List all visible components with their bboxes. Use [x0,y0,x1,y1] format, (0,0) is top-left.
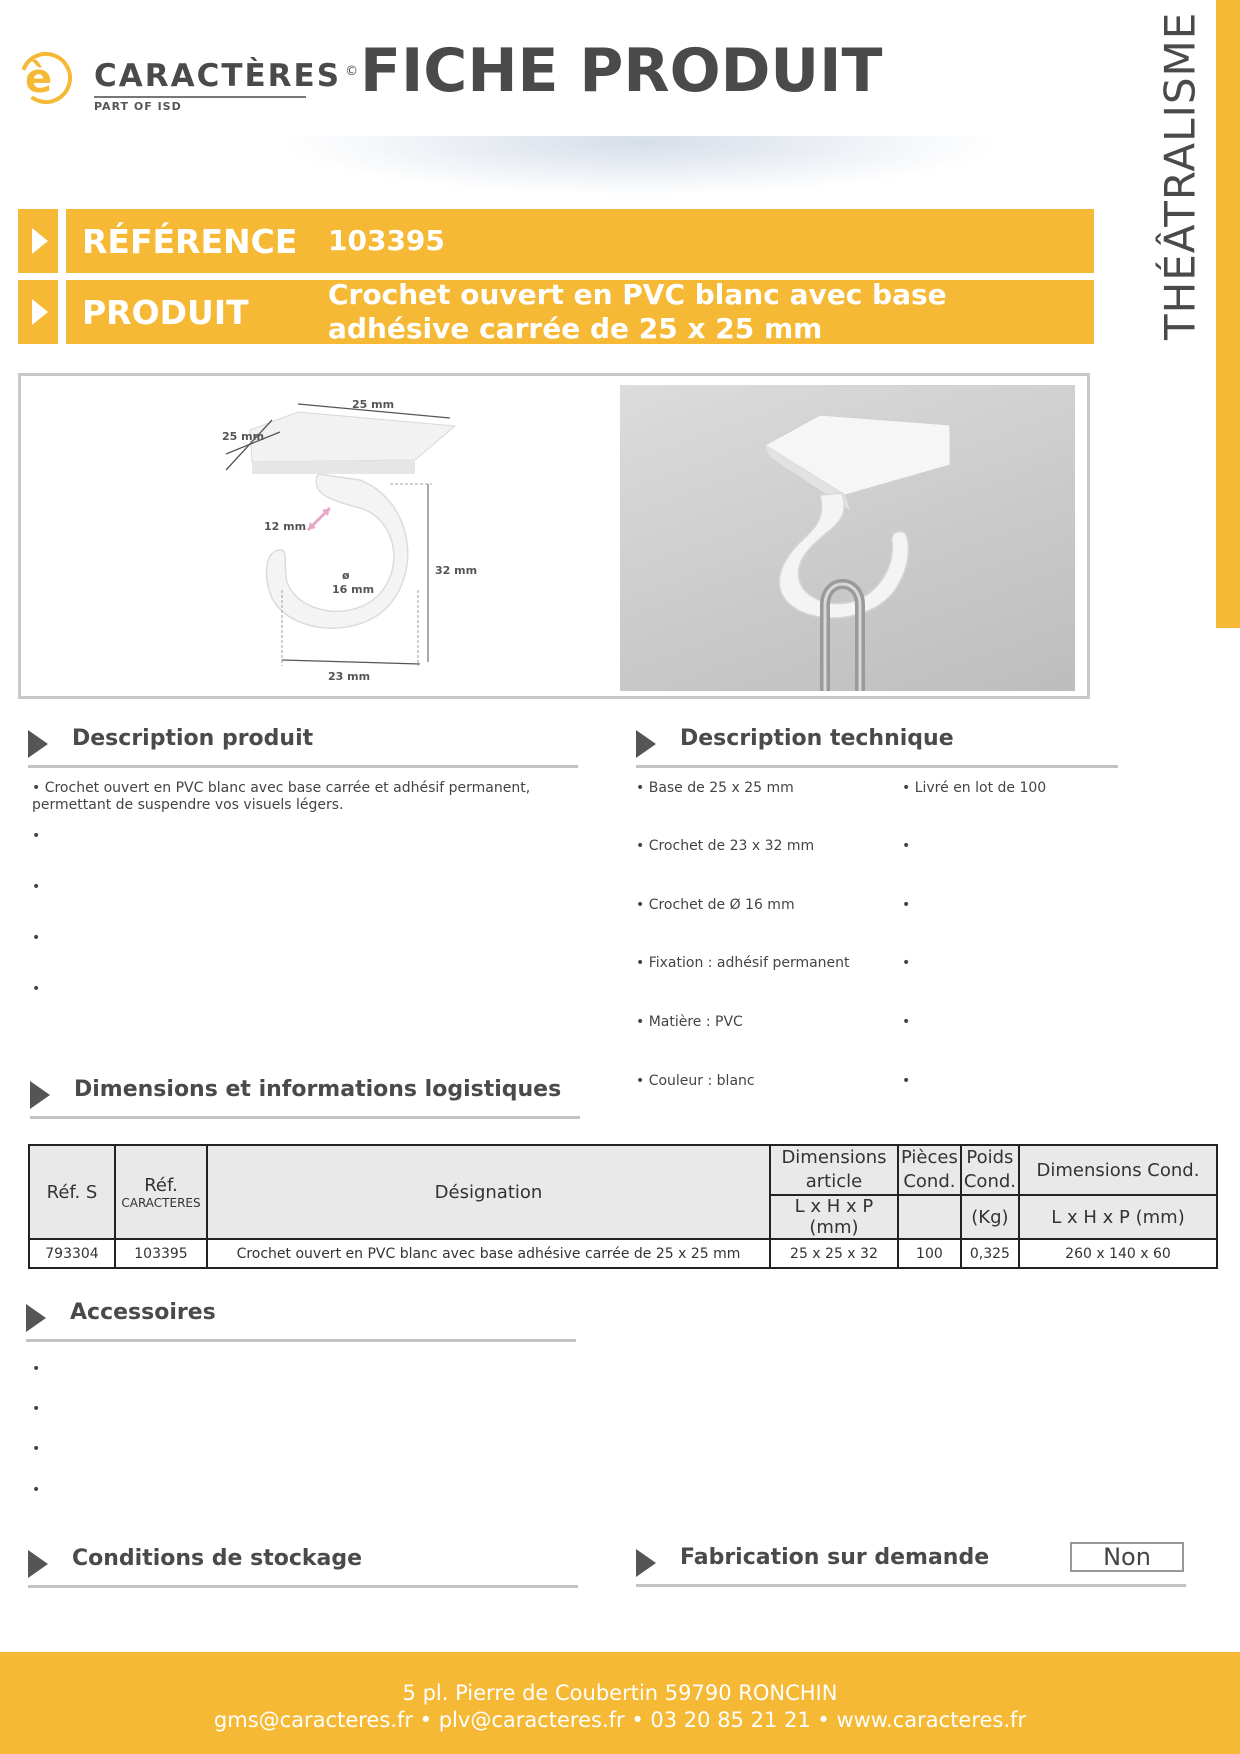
brand-name: CARACTÈRES © [94,58,361,94]
category-bar [1216,0,1240,628]
fabrication-value: Non [1070,1542,1184,1572]
technique-item: • Base de 25 x 25 mm [636,780,794,796]
header-glow [280,136,1000,196]
product-arrow-icon [18,280,58,344]
header-poids-unit: (Kg) [961,1195,1019,1239]
accessoire-item: • [32,1482,41,1498]
technique-item: • [902,1073,911,1089]
dim-diameter-symbol: ø [342,569,350,582]
description-produit-item: • [32,930,41,946]
footer [0,1652,1240,1754]
cell-ref: 103395 [115,1239,207,1268]
section-description-technique [626,722,1118,768]
section-title: Description produit [72,726,314,751]
section-arrow-icon [28,730,48,758]
section-arrow-icon [28,1550,48,1578]
section-title: Fabrication sur demande [680,1545,990,1570]
header-designation: Désignation [207,1145,770,1239]
product-row [18,280,1094,344]
copyright-mark: © [345,63,361,79]
accessoire-item: • [32,1401,41,1417]
reference-label: RÉFÉRENCE [82,221,298,261]
dim-diameter-label: 16 mm [332,583,375,596]
technique-item: • Crochet de 23 x 32 mm [636,838,815,854]
page-title: FICHE PRODUIT [360,36,883,106]
technique-item: • [902,838,911,854]
section-title: Accessoires [70,1300,216,1325]
header-dim-article: Dimensions article [770,1145,898,1195]
brand-logo-letter: è [25,56,53,102]
dim-height-label: 32 mm [435,564,478,577]
table-header-row [29,1145,1217,1195]
technique-item: • [902,955,911,971]
technique-item: • Livré en lot de 100 [902,780,1047,796]
accessoire-item: • [32,1361,41,1377]
header-ref-s: Réf. S [29,1145,115,1239]
section-arrow-icon [636,1549,656,1577]
product-value: Crochet ouvert en PVC blanc avec base adhésive carrée de 25 x 25 mm [328,278,947,345]
section-title: Dimensions et informations logistiques [74,1077,562,1102]
section-title: Conditions de stockage [72,1546,363,1571]
logistics-table [28,1144,1218,1269]
header-ref: Réf. CARACTERES [115,1145,207,1239]
footer-contact: gms@caracteres.fr • plv@caracteres.fr • 03 20 85 21 21 • www.caracteres.fr [213,1708,1027,1732]
description-produit-item: • Crochet ouvert en PVC blanc avec base carrée et adhésif permanent, permettant de suspendre vos visuels légers. [32,780,531,813]
accessoire-item: • [32,1441,41,1457]
brand-divider [94,96,306,98]
header-poids: Poids Cond. [961,1145,1019,1195]
cell-pieces: 100 [898,1239,961,1268]
dim-width-label: 25 mm [352,398,395,411]
dim-thickness-label: 12 mm [264,520,307,533]
cell-designation: Crochet ouvert en PVC blanc avec base adhésive carrée de 25 x 25 mm [207,1239,770,1268]
dim-depth-label: 25 mm [222,430,265,443]
header-dim-article-unit: L x H x P (mm) [770,1195,898,1239]
section-description-produit [18,722,578,768]
table-row [29,1239,1217,1268]
description-produit-item: • [32,981,41,997]
header-dim-cond: Dimensions Cond. [1019,1145,1217,1195]
product-label: PRODUIT [82,292,249,332]
technique-item: • Couleur : blanc [636,1073,755,1089]
section-stockage [18,1542,578,1588]
section-dimensions [20,1073,580,1119]
dim-bottom-label: 23 mm [328,670,371,683]
header-pieces: Pièces Cond. [898,1145,961,1195]
description-produit-item: • [32,828,41,844]
description-produit-item: • [32,879,41,895]
section-arrow-icon [636,730,656,758]
reference-value: 103395 [328,224,445,257]
hook-dimension-diagram [210,390,510,690]
product-photo [620,385,1075,691]
footer-address: 5 pl. Pierre de Coubertin 59790 RONCHIN [402,1681,838,1705]
section-accessoires [16,1296,576,1342]
technique-item: • [902,897,911,913]
brand-logo-icon [16,48,76,104]
technique-item: • Matière : PVC [636,1014,743,1030]
section-arrow-icon [26,1304,46,1332]
reference-row [18,209,1094,273]
reference-arrow-icon [18,209,58,273]
section-arrow-icon [30,1081,50,1109]
cell-dim-article: 25 x 25 x 32 [770,1239,898,1268]
technique-item: • [902,1014,911,1030]
category-label: THÉÂTRALISME [1155,11,1205,340]
cell-dim-cond: 260 x 140 x 60 [1019,1239,1217,1268]
cell-poids: 0,325 [961,1239,1019,1268]
section-title: Description technique [680,726,954,751]
header-dim-cond-unit: L x H x P (mm) [1019,1195,1217,1239]
technique-item: • Crochet de Ø 16 mm [636,897,795,913]
header-ref-sub: CARACTERES [121,1195,201,1210]
brand-subtitle: PART OF ISD [94,100,182,113]
cell-ref-s: 793304 [29,1239,115,1268]
technique-item: • Fixation : adhésif permanent [636,955,850,971]
